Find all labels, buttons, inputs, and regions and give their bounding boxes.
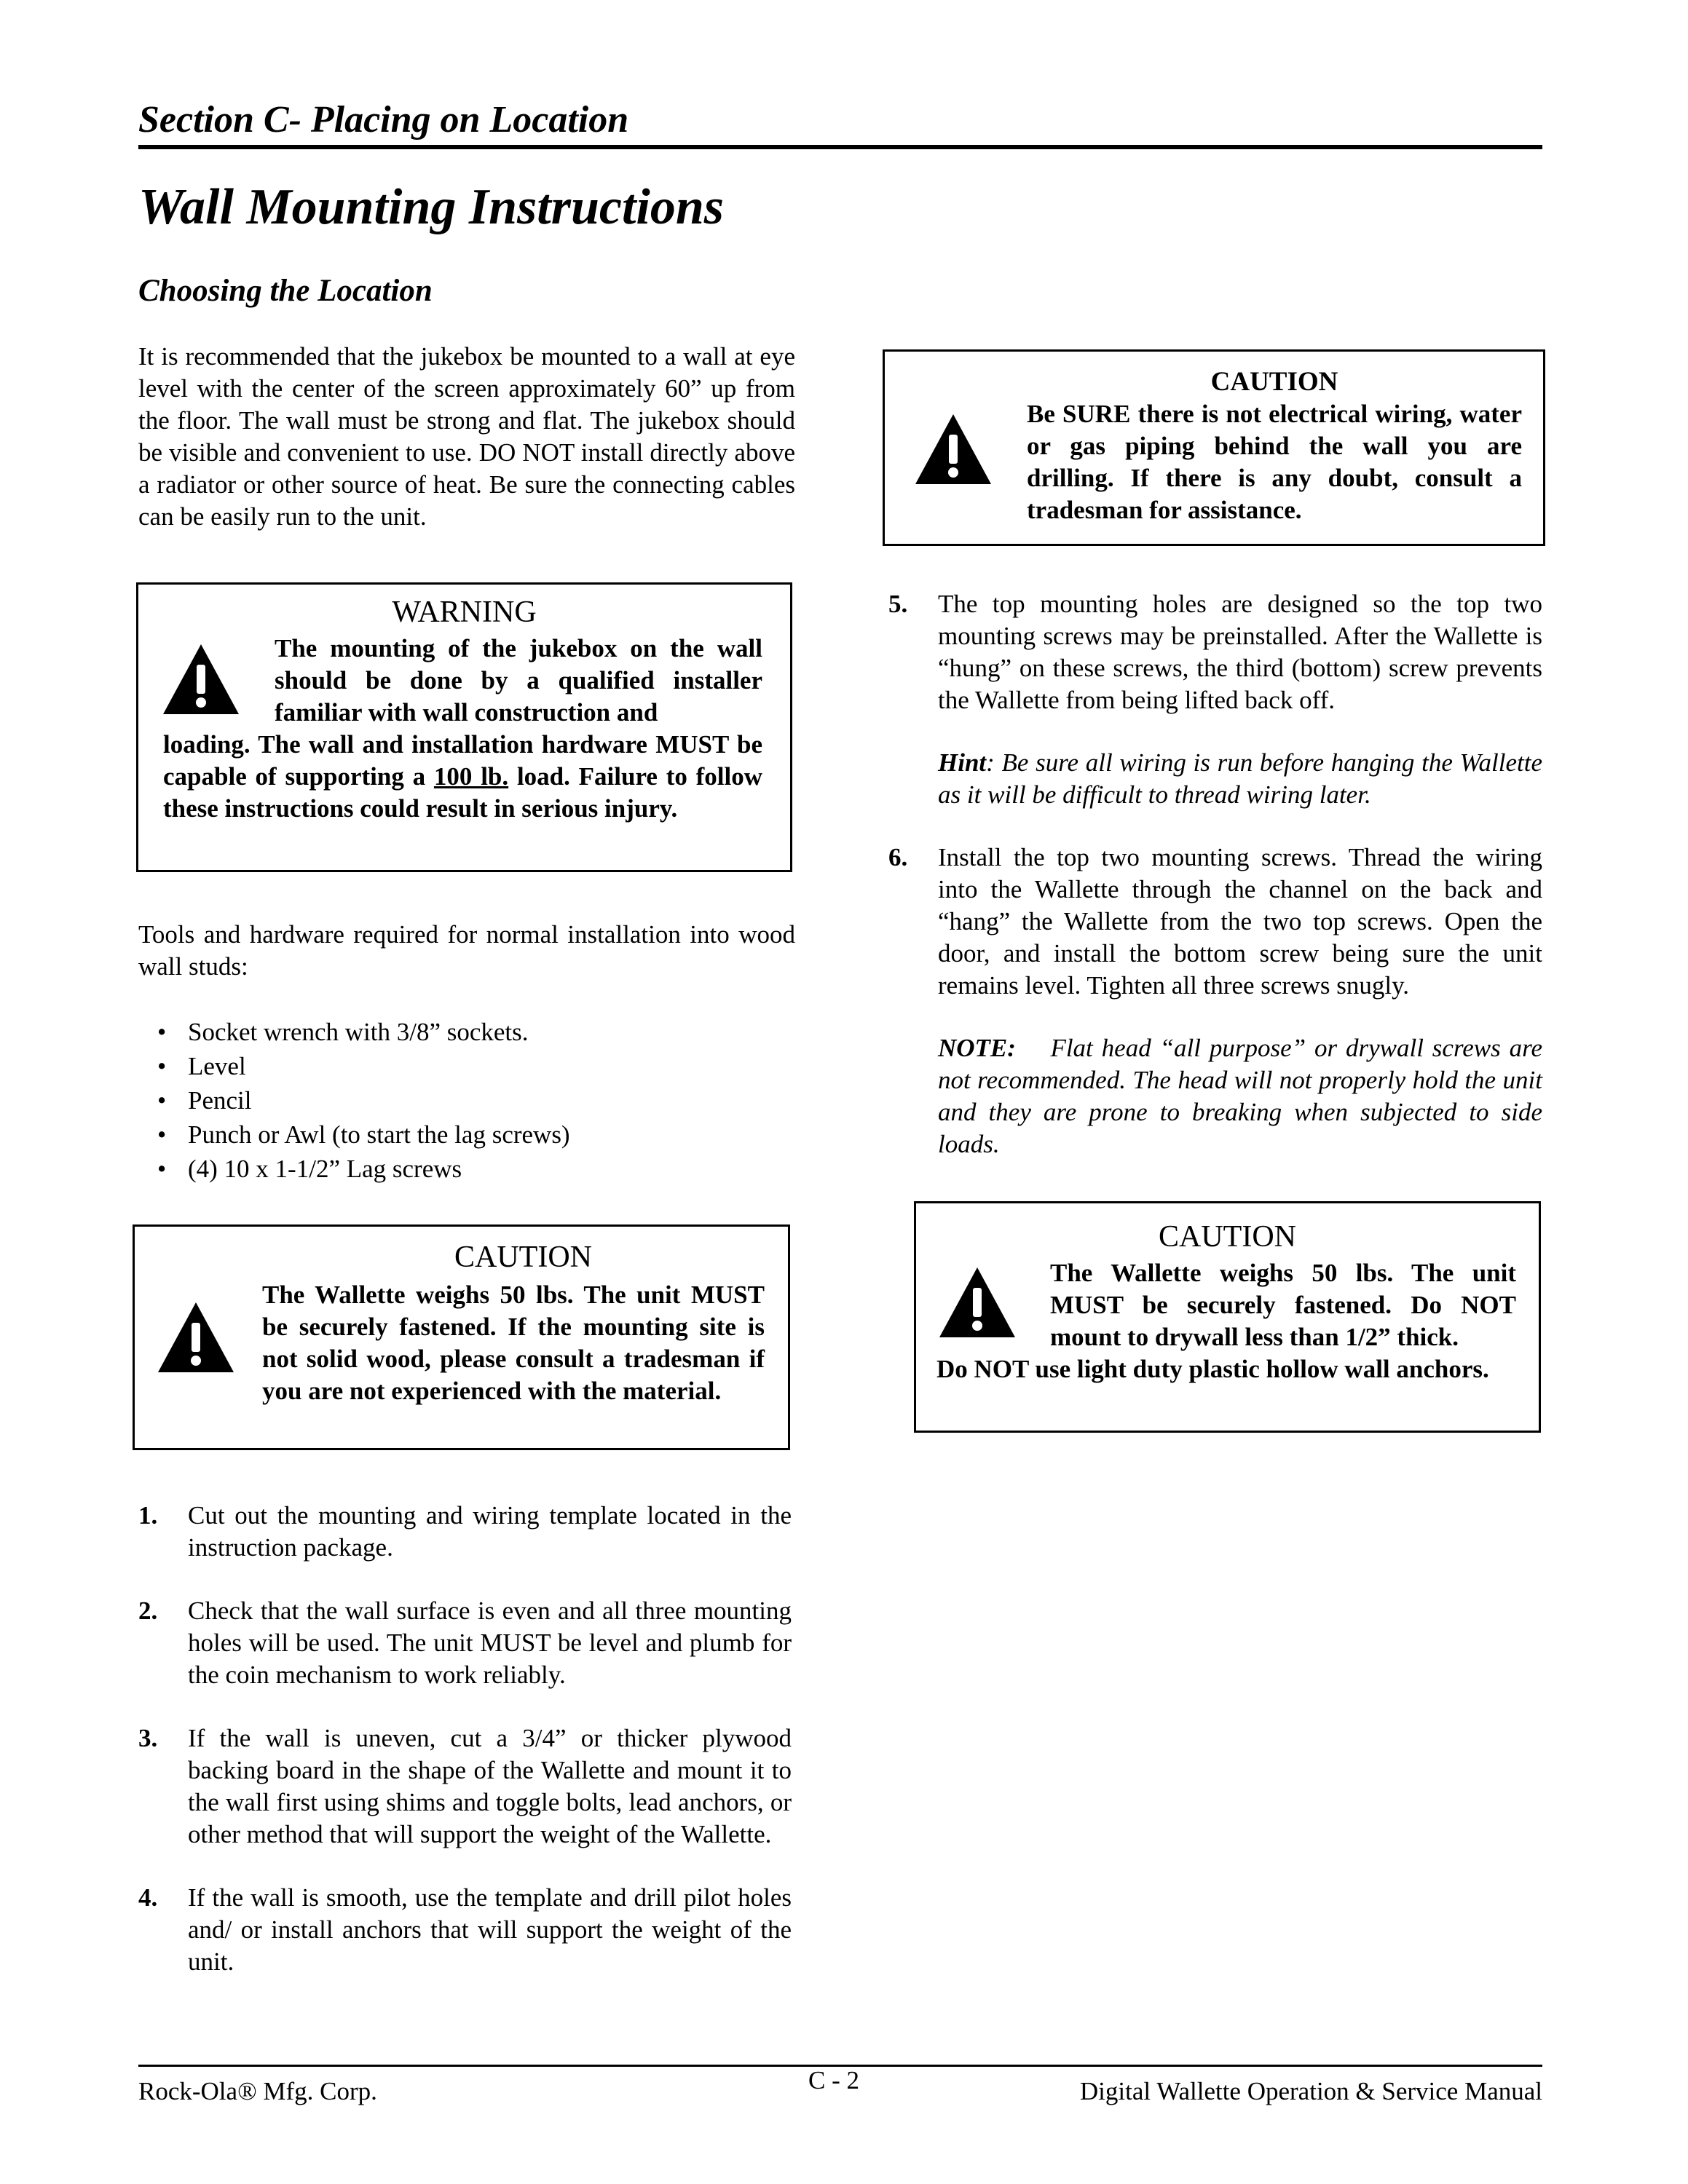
warning-heading: WARNING [392,596,537,629]
hint-paragraph [888,747,1542,811]
caution-box-left [133,1224,790,1450]
header-rule [138,145,1542,149]
list-item: • (4) 10 x 1-1/2” Lag screws [153,1152,808,1186]
step-number: 1. [138,1501,158,1530]
hint-text: : Be sure all wiring is run before hanging the Wallette as it will be difficult to thread wiring later. [938,748,1542,809]
hint-label: Hint [938,748,987,777]
step-number: 5. [888,590,908,618]
steps-left [138,1500,792,1978]
step-number: 3. [138,1724,158,1752]
caution-heading: CAUTION [1210,367,1338,397]
caution-text-upper: The Wallette weighs 50 lbs. The unit MUST be securely fastened. Do NOT mount to drywall less than 1/2” thick. [1050,1259,1516,1351]
warning-box [136,582,792,872]
list-item [138,1722,792,1851]
list-item: • Socket wrench with 3/8” sockets. [153,1015,808,1049]
warning-icon [155,1299,237,1375]
subsection-title: Choosing the Location [138,274,433,308]
list-item [138,1882,792,1978]
warning-icon [912,411,994,487]
tools-intro: Tools and hardware required for normal installation into wood wall studs: [138,920,795,981]
list-item [888,588,1542,716]
step-text: Cut out the mounting and wiring template located in the instruction package. [188,1501,792,1562]
list-item: • Pencil [153,1083,808,1117]
list-item [138,1595,792,1691]
caution-box-bottom-right [914,1201,1541,1433]
caution-box-top-right [883,349,1545,546]
step-text: If the wall is uneven, cut a 3/4” or thicker plywood backing board in the shape of the Wallette and mount it to the wall first using shims and toggle bolts, lead anchors, or other method that will support the weight of the Wallette. [188,1724,792,1848]
footer-company: Rock-Ola® Mfg. Corp. [138,2077,377,2105]
warning-text-lower-a: loading. The wall and installation hardware MUST be capable of supporting a [163,730,762,791]
step-text: Install the top two mounting screws. Thread the wiring into the Wallette through the channel on the back and “hang” the Wallette from the two top screws. Open the door, and install the bottom screw being sure the unit remains level. Tighten all three screws snugly. [938,843,1542,1000]
step-text: If the wall is smooth, use the template and drill pilot holes and/ or install anchors that will support the weight of the unit. [188,1883,792,1976]
caution-heading: CAUTION [1159,1220,1296,1254]
page-title: Wall Mounting Instructions [138,179,725,235]
note-text: Flat head “all purpose” or drywall screws are not recommended. The head will not properly hold the unit and they are prone to breaking when subjected to side loads. [938,1034,1543,1158]
tools-list [153,1015,808,1186]
list-item: • Punch or Awl (to start the lag screws) [153,1117,808,1152]
warning-text-lower-b: load. Failure to follow these instructions could result in serious injury. [163,762,763,823]
steps-right [888,588,1542,1160]
step-number: 6. [888,843,908,871]
footer-manual-title: Digital Wallette Operation & Service Manual [1079,2077,1542,2105]
warning-text-lower [163,729,762,825]
intro-paragraph: It is recommended that the jukebox be mounted to a wall at eye level with the center of the screen approximately 60” up from the floor. The wall must be strong and flat. The jukebox should be visible and convenient to use. DO NOT install directly above a radiator or other source of heat. Be sure the connecting cables can be easily run to the unit. [138,342,795,531]
list-item [888,842,1542,1002]
step-text: The top mounting holes are designed so the top two mounting screws may be preinstalled. After the Wallette is “hung” on these screws, the third (bottom) screw prevents the Wallette from being lifted back off. [938,590,1542,714]
list-item: • Level [153,1049,808,1083]
step-number: 4. [138,1883,158,1912]
page-number: C - 2 [808,2066,859,2094]
caution-heading: CAUTION [454,1241,592,1274]
caution-text-lower: Do NOT use light duty plastic hollow wall anchors. [936,1355,1489,1383]
caution-text: Be SURE there is not electrical wiring, water or gas piping behind the wall you are drilling. If there is any doubt, consult a tradesman for assistance. [1027,400,1522,524]
step-number: 2. [138,1597,158,1625]
note-label: NOTE: [938,1034,1016,1062]
warning-load-value: 100 lb. [433,762,509,791]
caution-text: The Wallette weighs 50 lbs. The unit MUST be securely fastened. If the mounting site is not solid wood, please consult a tradesman if you are not experienced with the material. [262,1281,765,1405]
note-paragraph [888,1032,1542,1160]
list-item [138,1500,792,1564]
warning-text-upper: The mounting of the jukebox on the wall should be done by a qualified installer familiar with wall construction and [275,634,762,727]
step-text: Check that the wall surface is even and all three mounting holes will be used. The unit MUST be level and plumb for the coin mechanism to work reliably. [188,1597,792,1689]
section-header: Section C- Placing on Location [138,99,629,141]
warning-icon [936,1265,1018,1340]
warning-icon [160,641,242,717]
